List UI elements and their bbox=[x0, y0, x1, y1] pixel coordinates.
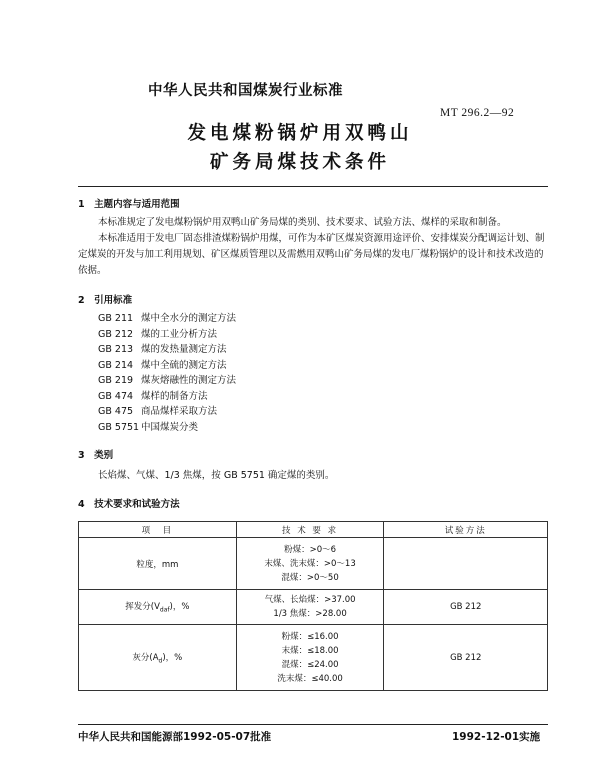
header-requirements: 技 术 要 求 bbox=[236, 522, 384, 538]
row-method: GB 212 bbox=[384, 590, 548, 625]
row-requirements: 气煤、长焰煤：>37.00 1/3 焦煤：>28.00 bbox=[236, 590, 384, 625]
row-requirements: 粉煤：≤16.00 末煤：≤18.00 混煤：≤24.00 洗末煤：≤40.00 bbox=[236, 625, 384, 691]
section-4-heading: 4 技术要求和试验方法 bbox=[78, 499, 180, 510]
standard-category-title: 中华人民共和国煤炭行业标准 bbox=[148, 83, 343, 99]
reference-item: GB 213 煤的发热量测定方法 bbox=[98, 344, 227, 355]
row-requirements: 粉煤：>0～6 末煤、洗末煤：>0～13 混煤：>0～50 bbox=[236, 538, 384, 590]
footer-divider bbox=[78, 724, 548, 725]
section-1-heading: 1 主题内容与适用范围 bbox=[78, 199, 180, 210]
title-divider bbox=[78, 186, 548, 187]
table-header-row bbox=[79, 522, 548, 538]
table-row bbox=[79, 625, 548, 691]
header-method: 试验方法 bbox=[384, 522, 548, 538]
reference-item: GB 214 煤中全硫的测定方法 bbox=[98, 359, 227, 371]
reference-item: GB 212 煤的工业分析方法 bbox=[98, 328, 218, 340]
table-row bbox=[79, 590, 548, 625]
section-3-text: 长焰煤、气煤、1/3 焦煤，按 GB 5751 确定煤的类别。 bbox=[98, 470, 335, 481]
reference-item: GB 475 商品煤样采取方法 bbox=[98, 406, 218, 417]
header-item: 项 目 bbox=[79, 522, 237, 538]
approval-line: 中华人民共和国能源部1992-05-07批准 bbox=[78, 731, 272, 743]
row-method: GB 212 bbox=[384, 625, 548, 691]
document-title-line1: 发电煤粉锅炉用双鸭山 bbox=[187, 123, 413, 144]
section-1-para-2: 本标准适用于发电厂固态排渣煤粉锅炉用煤，可作为本矿区煤炭资源用途评价、安排煤炭分配调运计划、制定煤炭的开发与加工利用规划、矿区煤质管理以及需燃用双鸭山矿务局煤的发电厂煤粉锅炉的设计和技术改造的依据。 bbox=[78, 233, 545, 276]
standard-code: MT 296.2—92 bbox=[440, 107, 515, 119]
table-row bbox=[79, 538, 548, 590]
section-2-heading: 2 引用标准 bbox=[78, 295, 133, 306]
section-1-para-1: 本标准规定了发电煤粉锅炉用双鸭山矿务局煤的类别、技术要求、试验方法、煤样的采取和制备。 bbox=[98, 217, 507, 228]
effective-date: 1992-12-01实施 bbox=[452, 731, 541, 743]
row-item: 粒度，mm bbox=[79, 538, 237, 590]
reference-item: GB 219 煤灰熔融性的测定方法 bbox=[98, 375, 237, 386]
row-item: 挥发分$(V_{daf})$，% bbox=[79, 590, 237, 625]
requirements-table bbox=[78, 521, 548, 691]
row-method bbox=[384, 538, 548, 590]
document-title-line2: 矿务局煤技术条件 bbox=[209, 152, 390, 173]
reference-item: GB 474 煤样的制备方法 bbox=[98, 390, 208, 402]
reference-item: GB 5751 中国煤炭分类 bbox=[98, 421, 199, 433]
row-item: 灰分$(A_d)$，% bbox=[79, 625, 237, 691]
reference-item: GB 211 煤中全水分的测定方法 bbox=[98, 313, 237, 324]
section-3-heading: 3 类别 bbox=[78, 450, 114, 461]
reference-list bbox=[98, 311, 236, 435]
